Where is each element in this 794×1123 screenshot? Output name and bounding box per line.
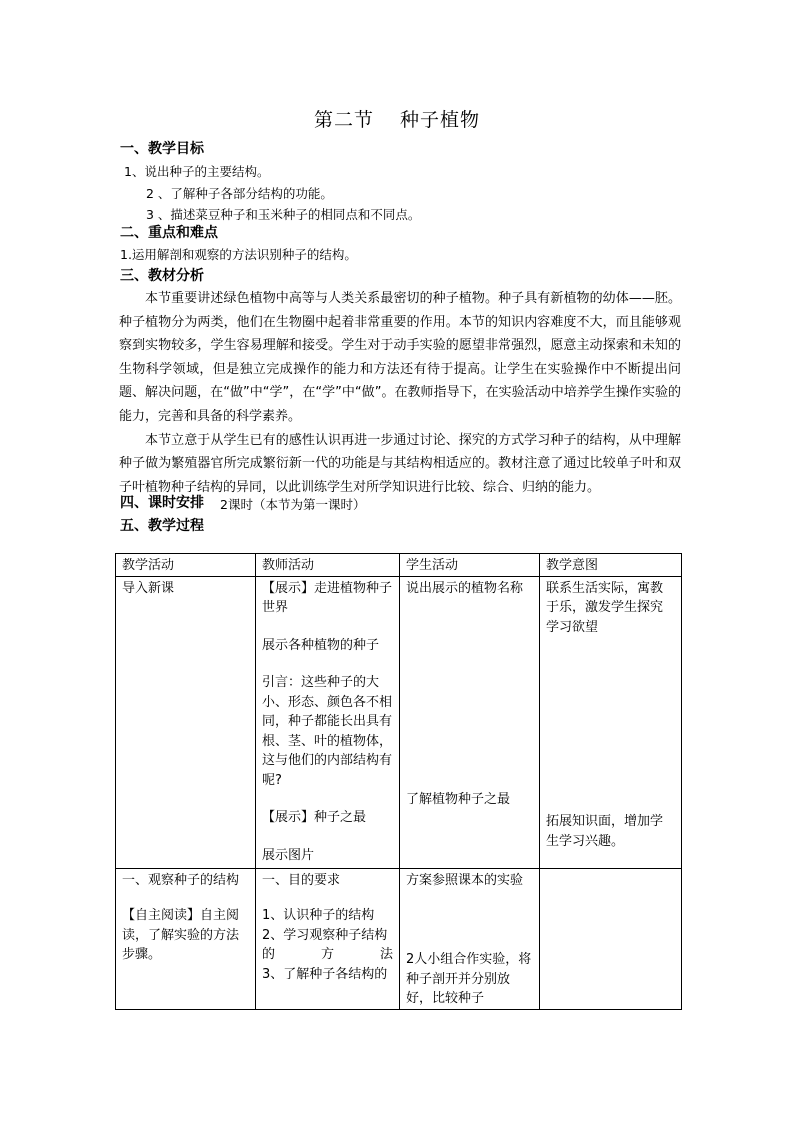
intent-text: 联系生活实际，寓教于乐，激发学生探究学习欲望 — [546, 580, 664, 635]
table-row — [116, 576, 682, 868]
student-text: 了解植物种子之最 — [406, 792, 511, 807]
section3-heading: 三、教材分析 — [120, 268, 204, 284]
activity-text: 【自主阅读】自主阅读，了解实验的方法步骤。 — [122, 908, 240, 962]
section4-heading: 四、课时安排 — [120, 495, 204, 511]
header-cell: 教学活动 — [116, 554, 256, 577]
teaching-process-table — [115, 553, 682, 1010]
teacher-cell — [256, 868, 400, 1009]
table-row — [116, 868, 682, 1009]
title-part2: 种子植物 — [400, 109, 481, 131]
header-cell: 教师活动 — [256, 554, 400, 577]
teacher-text: 【展示】走进植物种子世界 — [262, 580, 393, 615]
teacher-text: 一、目的要求 — [262, 872, 341, 888]
section2-heading: 二、重点和难点 — [120, 225, 218, 241]
teacher-cell — [256, 576, 400, 868]
objective-item-3: 3 、描述菜豆种子和玉米种子的相同点和不同点。 — [146, 207, 421, 222]
teacher-text: 1、认识种子的结构 — [262, 908, 375, 923]
teacher-word: 的 — [262, 947, 276, 962]
teacher-text-justified — [262, 945, 393, 965]
analysis-paragraph-2: 本节立意于从学生已有的感性认识再进一步通过讨论、探究的方式学习种子的结构，从中理解种子做为繁殖器官所完成繁衍新一代的功能是与其结构相适应的。教材注意了通过比较单子叶和双子叶植物种子结构的异同，以此训练学生对所学知识进行比较、综合、归纳的能力。 — [119, 432, 681, 495]
teacher-text: 引言：这些种子的大小、形态、颜色各不相同，种子都能长出具有根、茎、叶的植物体，这与他们的内部结构有呢? — [262, 675, 393, 788]
intent-text: 拓展知识面，增加学生学习兴趣。 — [546, 814, 664, 849]
activity-text: 一、观察种子的结构 — [122, 872, 240, 888]
objective-item-1: 1、说出种子的主要结构。 — [124, 164, 270, 179]
schedule-text: 2课时（本节为第一课时） — [220, 497, 366, 512]
header-cell: 教学意图 — [540, 554, 682, 577]
activity-text: 导入新课 — [122, 580, 175, 596]
analysis-paragraph-1: 本节重要讲述绿色植物中高等与人类关系最密切的种子植物。种子具有新植物的幼体——胚。种子植物分为两类，他们在生物圈中起着非常重要的作用。本节的知识内容难度不大，而且能够观察到实物较多，学生容易理解和接受。学生对于动手实验的愿望非常强烈，愿意主动探索和未知的生物科学领域，但是独立完成操作的能力和方法还有待于提高。让学生在实验操作中不断提出问题、解决问题，在“做”中“学”，在“学”中“做”。在教师指导下，在实验活动中培养学生操作实验的能力，完善和具备的科学素养。 — [119, 291, 681, 424]
section1-heading: 一、教学目标 — [120, 141, 204, 157]
intent-cell — [540, 868, 682, 1009]
table-header-row — [116, 554, 682, 577]
header-cell: 学生活动 — [400, 554, 540, 577]
teacher-text: 展示各种植物的种子 — [262, 637, 380, 653]
student-text: 说出展示的植物名称 — [406, 580, 524, 596]
teacher-word: 法 — [379, 947, 393, 962]
student-cell — [400, 868, 540, 1009]
teacher-text: 展示图片 — [262, 847, 315, 863]
title-part1: 第二节 — [313, 109, 374, 131]
activity-cell — [116, 576, 256, 868]
section5-heading: 五、教学过程 — [120, 518, 204, 534]
page-title — [0, 105, 794, 132]
teacher-word: 方 — [320, 947, 334, 962]
intent-cell — [540, 576, 682, 868]
student-text: 2人小组合作实验，将种子剖开并分别放好，比较种子 — [406, 952, 532, 1006]
teacher-text: 【展示】种子之最 — [262, 810, 367, 825]
keypoint-item-1: 1.运用解剖和观察的方法识别种子的结构。 — [120, 247, 357, 262]
activity-cell — [116, 868, 256, 1009]
teacher-text: 3、了解种子各结构的 — [262, 966, 388, 982]
teacher-text: 2、学习观察种子结构 — [262, 927, 388, 943]
objective-item-2: 2 、了解种子各部分结构的功能。 — [146, 186, 333, 201]
student-text: 方案参照课本的实验 — [406, 872, 524, 888]
student-cell — [400, 576, 540, 868]
analysis-text — [119, 287, 681, 499]
